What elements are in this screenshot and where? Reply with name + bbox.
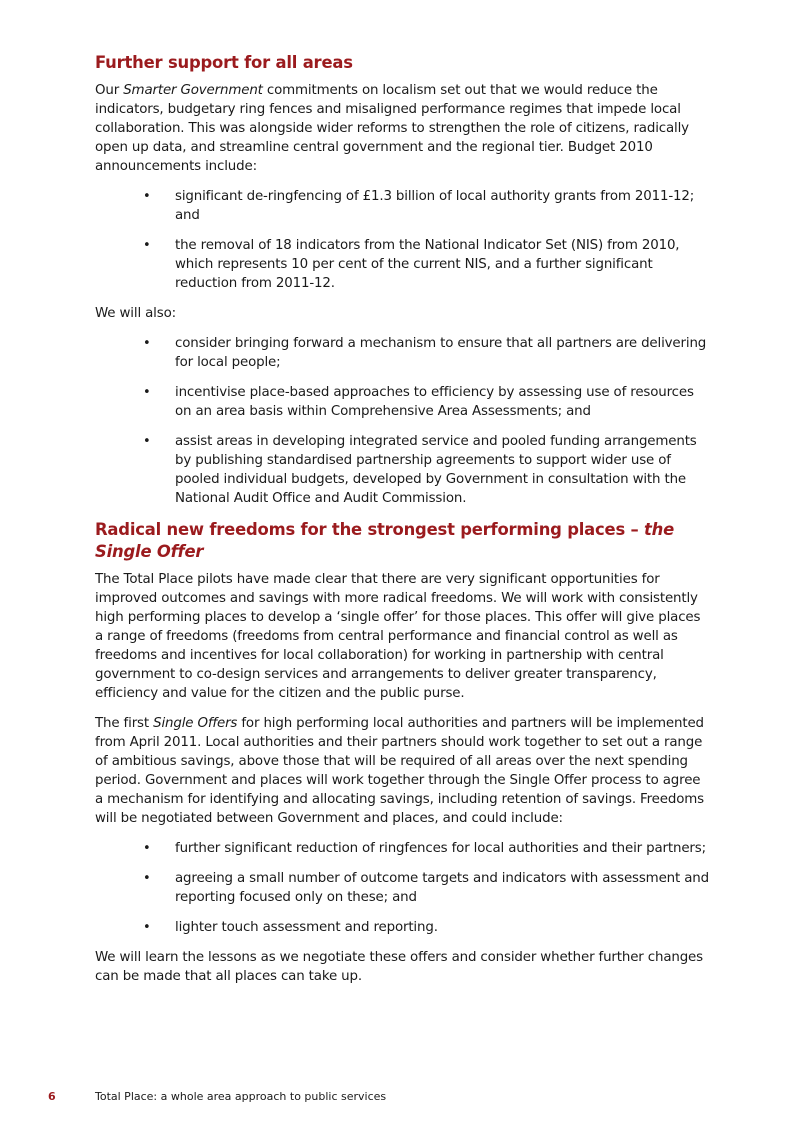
list-item: • agreeing a small number of outcome targets and indicators with assessment and reporting focused only on these; and	[143, 871, 709, 905]
section-heading-support: Further support for all areas	[95, 53, 353, 72]
section-heading-single-offer: Radical new freedoms for the strongest performing places – the Single Offer	[95, 520, 675, 561]
closing-paragraph: We will learn the lessons as we negotiate these offers and consider whether further changes can be made that all places can take up.	[95, 950, 703, 984]
list-item: • incentivise place-based approaches to efficiency by assessing use of resources on an area basis within Comprehensive Area Assessments; and	[143, 385, 694, 419]
document-body	[95, 52, 710, 997]
intro-paragraph: Our Smarter Government commitments on localism set out that we would reduce the indicators, budgetary ring fences and misaligned performance regimes that impede local collaboration. This was alongside wider reforms to strengthen the role of citizens, radically open up data, and streamline central government and the regional tier. Budget 2010 announcements include:	[95, 83, 689, 174]
budget-bullet-list	[95, 187, 710, 293]
list-item: • assist areas in developing integrated service and pooled funding arrangements by publishing standardised partnership agreements to support wider use of pooled individual budgets, developed by Government in consultation with the National Audit Office and Audit Commission.	[143, 434, 697, 506]
list-item: • significant de-ringfencing of £1.3 billion of local authority grants from 2011-12; and	[143, 189, 695, 223]
total-place-paragraph: The Total Place pilots have made clear that there are very significant opportunities for improved outcomes and savings with more radical freedoms. We will work with consistently high performing places to develop a ‘single offer’ for those places. This offer will give places a range of freedoms (freedoms from central performance and financial control as well as freedoms and incentives for local collaboration) for working in partnership with central government to co-design services and arrangements to deliver greater transparency, efficiency and value for the citizen and the public purse.	[95, 572, 701, 701]
list-item: • consider bringing forward a mechanism to ensure that all partners are delivering for local people;	[143, 336, 707, 370]
also-bullet-list	[95, 334, 710, 508]
list-item: • further significant reduction of ringfences for local authorities and their partners;	[143, 841, 706, 856]
list-item: • the removal of 18 indicators from the National Indicator Set (NIS) from 2010, which represents 10 per cent of the current NIS, and a further significant reduction from 2011-12.	[143, 238, 680, 291]
list-item: • lighter touch assessment and reporting.	[143, 920, 438, 935]
page-number: 6	[48, 1090, 56, 1103]
also-paragraph: We will also:	[95, 306, 176, 321]
freedoms-bullet-list	[95, 839, 710, 937]
footer-title: Total Place: a whole area approach to public services	[95, 1090, 387, 1103]
single-offers-paragraph: The first Single Offers for high performing local authorities and partners will be implemented from April 2011. Local authorities and their partners should work together to set out a range of ambitious savings, above those that will be required of all areas over the next spending period. Government and places will work together through the Single Offer process to agree a mechanism for identifying and allocating savings, including retention of savings. Freedoms will be negotiated between Government and places, and could include:	[95, 716, 704, 826]
